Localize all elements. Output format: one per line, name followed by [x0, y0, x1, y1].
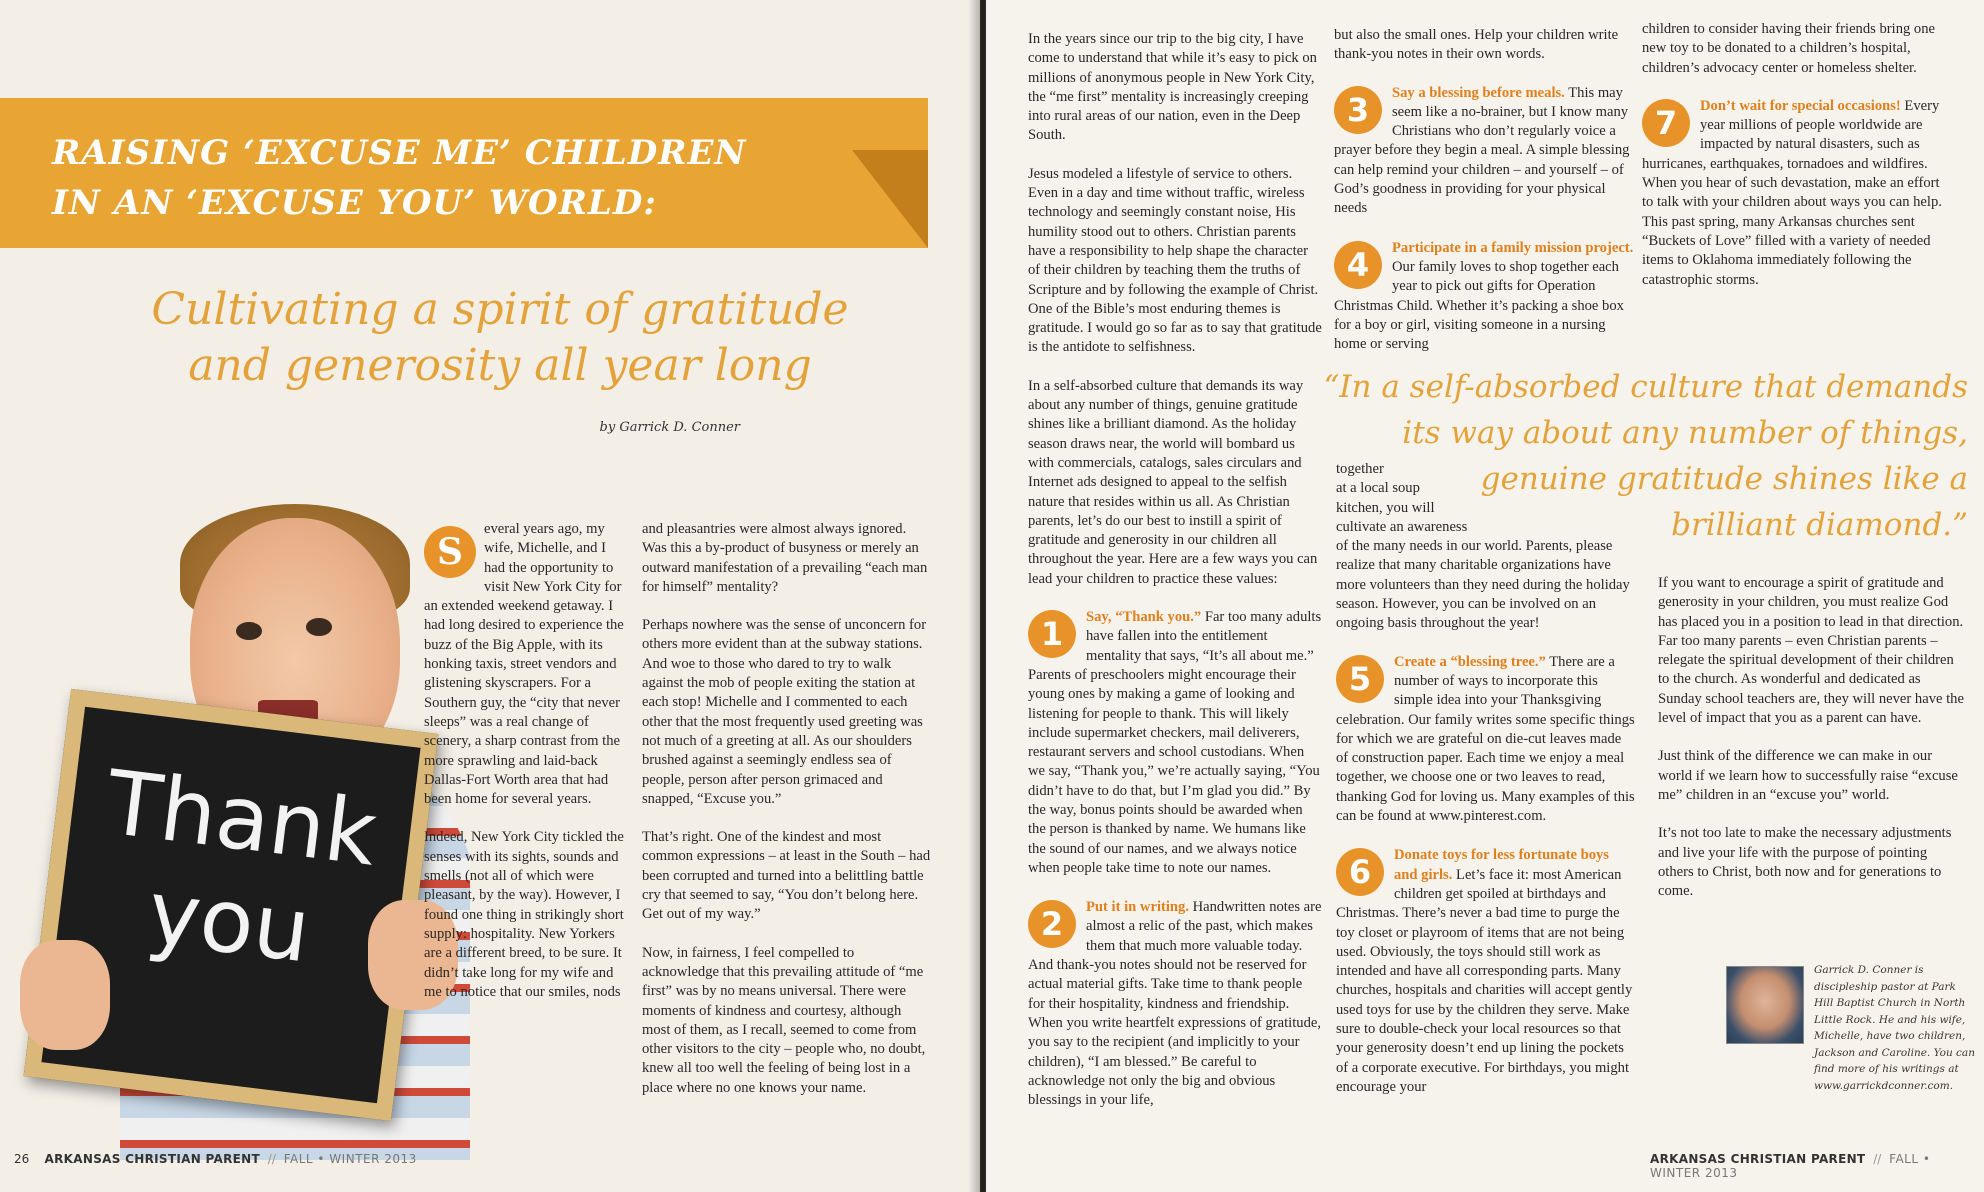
- title-line-2: IN AN ‘EXCUSE YOU’ WORLD:: [52, 183, 657, 223]
- tip-text: There are a number of ways to incorporate this simple idea into your Thanksgiving celebration. Our family writes some specific things for which we are grateful on die-cut leaves made of construction paper. Each time we enjoy a meal together, we choose one or two leaves to read, thanking God for loving us. Many examples of this can be found at www.pinterest.com.: [1336, 653, 1635, 825]
- boy-eye-left: [236, 622, 262, 640]
- publication-name: ARKANSAS CHRISTIAN PARENT: [44, 1152, 260, 1166]
- boy-hand-left: [20, 940, 110, 1050]
- tip-heading: Participate in a family mission project.: [1392, 239, 1634, 256]
- paragraph: In the years since our trip to the big city, I have come to understand that while it’s easy to pick on millions of anonymous people in New York City, the “me first” mentality is increasingly creeping into rural areas of our nation, even in the Deep South.: [1028, 31, 1317, 144]
- tip-number-icon: 4: [1334, 241, 1382, 289]
- footer-separator: //: [1873, 1152, 1882, 1166]
- paragraph: Just think of the difference we can make in our world if we learn how to successfully raise “excuse me” children in an “excuse you” world.: [1658, 748, 1958, 803]
- intro-paragraph: everal years ago, my wife, Michelle, and I had the opportunity to visit New York City for an extended weekend getaway. I had long desired to experience the buzz of the Big Apple, with its honking taxis, street vendors and glistening skyscrapers. For a Southern guy, the “city that never sleeps” was a real change of scenery, a sharp contrast from the more sprawling and laid-back Dallas-Fort Worth area that had been home for several years.: [424, 521, 624, 808]
- article-title: [52, 128, 912, 228]
- left-column-2: [642, 520, 932, 1117]
- paragraph: In a self-absorbed culture that demands its way about any number of things, genuine gratitude shines like a brilliant diamond. As the holiday season draws near, the world will bombard us with commercials, catalogs, sales circulars and Internet ads designed to appeal to the selfish nature that resides within us all. As Christian parents, let’s do our best to instill a spirit of gratitude and generosity in our children all throughout the year. Here are a few ways you can lead your children to practice these values:: [1028, 377, 1318, 587]
- tip-number-icon: 1: [1028, 610, 1076, 658]
- article-subtitle: Cultivating a spirit of gratitude and generosity all year long: [151, 284, 849, 391]
- paragraph: Indeed, New York City tickled the senses with its sights, sounds and smells (not all of which were pleasant, by the way). However, I found one thing in strikingly short supply: hospitality. New Yorkers are a different breed, to be sure. It didn’t take long for my wife and me to notice that our smiles, nods: [424, 829, 624, 1000]
- footer-right: [1650, 1152, 1984, 1180]
- continuation-line: kitchen, you will: [1336, 499, 1435, 516]
- paragraph: of the many needs in our world. Parents, please realize that many charitable organizations have more volunteers than they need during the holiday season. However, you can be involved on an ongoing basis throughout the year!: [1336, 538, 1630, 632]
- tip-5: [1336, 653, 1636, 827]
- issue-season: FALL • WINTER 2013: [283, 1152, 417, 1166]
- paragraph: and pleasantries were almost always ignored. Was this a by-product of busyness or merely an outward manifestation of a prevailing “each man for himself” mentality?: [642, 521, 928, 595]
- right-column-3-bottom: [1658, 574, 1964, 920]
- continuation-line: together: [1336, 461, 1384, 477]
- byline: by Garrick D. Conner: [599, 420, 740, 435]
- paragraph: It’s not too late to make the necessary adjustments and live your life with the purpose of pointing others to Christ, both now and for generations to come.: [1658, 825, 1952, 900]
- continuation-line: cultivate an awareness: [1336, 518, 1468, 535]
- thank-you-chalkboard: [24, 689, 439, 1121]
- tip-number-icon: 5: [1336, 655, 1384, 703]
- left-page: [0, 0, 980, 1192]
- chalkboard-text: Thank you: [101, 750, 383, 983]
- right-column-1: [1028, 30, 1322, 1130]
- paragraph: If you want to encourage a spirit of gratitude and generosity in your children, you must realize God has placed you in a position to lead in that direction. Far too many parents – even Christian parents – relegate the spiritual development of their children to the church. As wonderful and dedicated as Sunday school teachers are, they will never have the level of impact that you as a parent can have.: [1658, 575, 1964, 727]
- tip-text: Our family loves to shop together each year to pick out gifts for Operation Christmas Child. Whether it’s packing a shoe box for a boy or girl, visiting someone in a nursing home or serving: [1334, 258, 1624, 353]
- right-column-3-top: [1642, 20, 1942, 310]
- footer-left: [14, 1152, 417, 1166]
- footer-separator: //: [267, 1152, 276, 1166]
- tip-text: Far too many adults have fallen into the entitlement mentality that says, “It’s all about me.” Parents of preschoolers might encourage their young ones by making a game of looking and listening for people to thank. This will likely include supermarket checkers, mail deliverers, restaurant servers and school custodians. When we say, “Thank you,” we’re actually saying, “You didn’t have to do that, but I’m glad you did.” By the way, bonus points should be awarded when the person is thanked by name. We humans like the sound of our names, and we always notice when people take time to note our names.: [1028, 609, 1322, 876]
- tip-heading: Put it in writing.: [1086, 899, 1189, 916]
- tip-text: Handwritten notes are almost a relic of the past, which makes them that much more valuable today. And thank-you notes should not be reserved for actual material gifts. Take time to thank people for their hospitality, kindness and friendship. When you write heartfelt expressions of gratitude, you say to the recipient (and implicitly to your children), “I am blessed.” Be careful to acknowledge not only the big and obvious blessings in your life,: [1028, 899, 1322, 1109]
- publication-name: ARKANSAS CHRISTIAN PARENT: [1650, 1152, 1866, 1166]
- continuation-line: at a local soup: [1336, 480, 1420, 497]
- pull-quote-line: its way about any number of things,: [1402, 415, 1968, 451]
- page-number: 26: [14, 1152, 30, 1166]
- tip-text: Let’s face it: most American children get spoiled at birthdays and Christmas. There’s never a bad time to purge the toy closet or playroom of items that are not being used. Obviously, the toys should still work as intended and have all corresponding parts. Many churches, hospitals and charities will accept gently used toys for use by the children they serve. Make sure to double-check your local resources so that your generosity doesn’t end up lining the pockets of a corporate executive. For birthdays, you might encourage your: [1336, 866, 1633, 1095]
- tip-6: [1336, 846, 1636, 1097]
- tip-text: This may seem like a no-brainer, but I know many Christians who don’t regularly voice a prayer before they begin a meal. A simple blessing can help remind your children – and yourself – of God’s goodness in providing for your physical needs: [1334, 84, 1630, 217]
- tip-number-icon: 2: [1028, 900, 1076, 948]
- boy-eye-right: [306, 618, 332, 636]
- paragraph: Perhaps nowhere was the sense of unconcern for others more evident than at the subway stations. And woe to those who dared to try to walk against the mob of people exiting the station at each stop! Michelle and I commented to each other that the most frequently used greeting was not much of a greeting at all. As our shoulders brushed against a seemingly endless sea of people, person after person grimaced and snapped, “Excuse you.”: [642, 617, 927, 807]
- tip-3: [1334, 84, 1634, 219]
- boy-photo: [0, 500, 470, 1160]
- author-photo: [1726, 966, 1804, 1044]
- tip-heading: Say, “Thank you.”: [1086, 609, 1202, 626]
- paragraph: but also the small ones. Help your children write thank-you notes in their own words.: [1334, 27, 1619, 63]
- paragraph: Now, in fairness, I feel compelled to acknowledge that this prevailing attitude of “me first” was by no means universal. There were moments of kindness and courtesy, although most of them, as I recall, seemed to come from other visitors to the city – people who, no doubt, knew all too well the feeling of being lost in a place where no one knows your name.: [642, 944, 926, 1096]
- pull-quote-line: genuine gratitude shines like a: [1480, 461, 1968, 497]
- tip-2: [1028, 898, 1322, 1110]
- pull-quote-line: “In a self-absorbed culture that demands: [1323, 369, 1968, 405]
- tip-number-icon: 3: [1334, 86, 1382, 134]
- title-line-1: RAISING ‘EXCUSE ME’ CHILDREN: [52, 133, 747, 173]
- tip-heading: Donate toys for less fortunate boys and girls.: [1394, 847, 1609, 883]
- tip-1: [1028, 608, 1322, 878]
- paragraph: children to consider having their friends bring one new toy to be donated to a children’s hospital, children’s advocacy center or homeless shelter.: [1642, 21, 1936, 76]
- left-column-1: [424, 520, 624, 1021]
- tip-text: Every year millions of people worldwide are impacted by natural disasters, such as hurricanes, earthquakes, tornadoes and wildfires. When you hear of such devastation, make an effort to talk with your children about ways you can help. This past spring, many Arkansas churches sent “Buckets of Love” filled with a variety of needed items to Oklahoma immediately following the catastrophic storms.: [1642, 97, 1942, 288]
- tip-4: [1334, 239, 1634, 355]
- tip-heading: Don’t wait for special occasions!: [1700, 97, 1901, 114]
- author-bio: Garrick D. Conner is discipleship pastor at Park Hill Baptist Church in North Little Rock. He and his wife, Michelle, have two children, Jackson and Caroline. You can find more of his writings at www.garrickdconner.com.: [1814, 964, 1975, 1092]
- drop-cap: S: [424, 526, 476, 578]
- issue-season: FALL • WINTER 2013: [1650, 1152, 1931, 1180]
- right-column-2-bottom: [1336, 460, 1636, 1117]
- tip-number-icon: 7: [1642, 99, 1690, 147]
- right-column-2-top: [1334, 26, 1634, 374]
- tip-7: [1642, 97, 1942, 290]
- pull-quote-line: brilliant diamond.”: [1671, 507, 1968, 543]
- tip-number-icon: 6: [1336, 848, 1384, 896]
- paragraph: Jesus modeled a lifestyle of service to others. Even in a day and time without traffic, wireless technology and seemingly constant noise, His humility stood out to others. Christian parents have a responsibility to help shape the character of their children by teaching them the truths of Scripture and by following the example of Christ. One of the Bible’s most enduring themes is gratitude. I would go so far as to say that gratitude is the antidote to selfishness.: [1028, 165, 1322, 356]
- tip-heading: Say a blessing before meals.: [1392, 84, 1565, 101]
- paragraph: That’s right. One of the kindest and most common expressions – at least in the South – had been corrupted and turned into a belittling battle cry that seemed to say, “You don’t belong here. Get out of my way.”: [642, 829, 931, 923]
- tip-heading: Create a “blessing tree.”: [1394, 653, 1546, 670]
